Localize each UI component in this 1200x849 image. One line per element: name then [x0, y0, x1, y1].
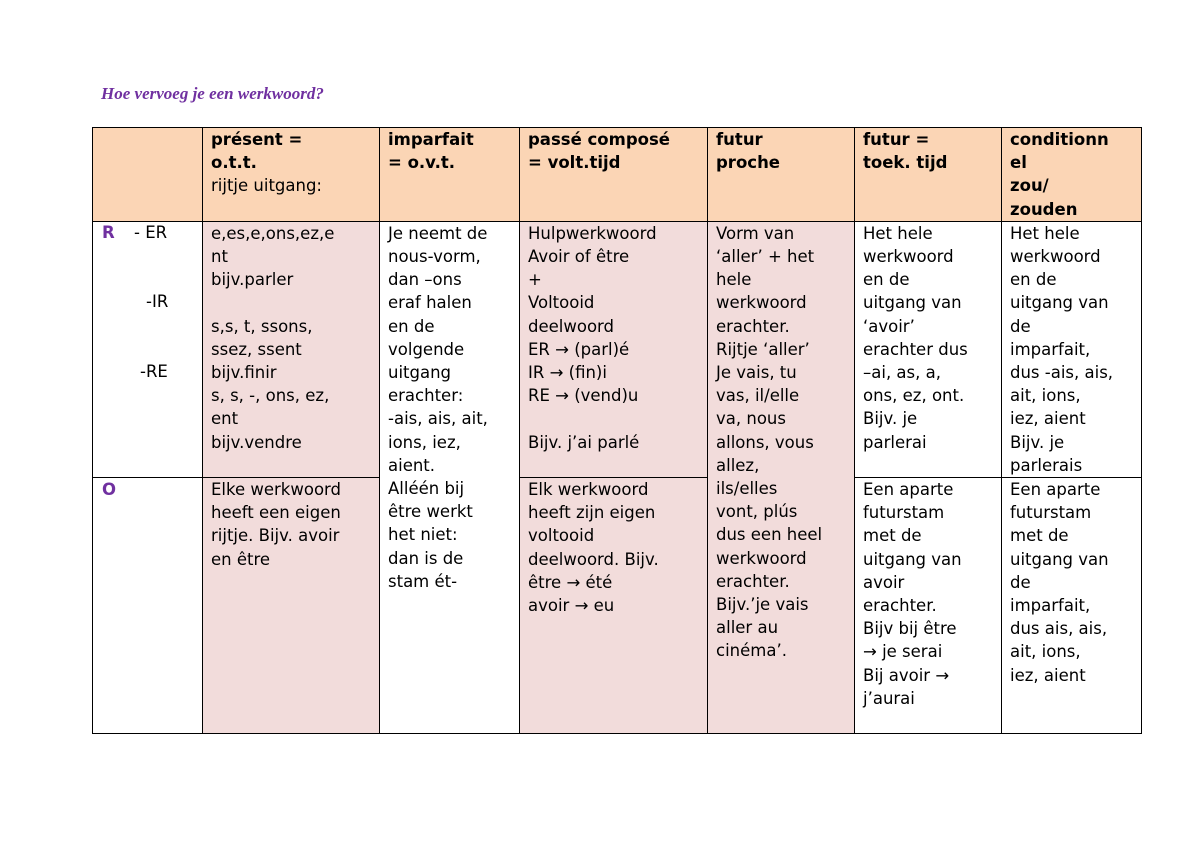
futur-irregular-text: Een aparte futurstam met de uitgang van avoir erachter. Bijv bij être → je serai Bij avoir → j’aurai [863, 480, 962, 708]
cell-futur-proche [708, 221, 855, 733]
row-letter-o: O [102, 480, 117, 500]
present-endings-text: e,es,e,ons,ez,e nt bijv.parler s,s, t, ssons, ssez, ssent bijv.finir s, s, -, ons, ez, ent bijv.vendre [211, 223, 335, 452]
header-present-sub: rijtje uitgang: [211, 176, 322, 196]
futur-proche-text: Vorm van ‘aller’ + het hele werkwoord erachter. Rijtje ‘aller’ Je vais, tu vas, il/elle va, nous allons, vous allez, ils/elles vont, plús dus een heel werkwoord erachter. Bijv.’je vais aller au cinéma’. [716, 223, 823, 661]
cell-futur-o [855, 478, 1002, 734]
cell-present-o [203, 478, 380, 734]
table-row-o [93, 478, 1142, 734]
cell-conditionnel-r [1002, 221, 1142, 477]
cell-conditionnel-o [1002, 478, 1142, 734]
present-irregular-text: Elke werkwoord heeft een eigen rijtje. Bijv. avoir en être [211, 480, 342, 569]
cell-imparfait [380, 221, 520, 733]
header-empty-cell [93, 128, 203, 222]
header-futur-proche-label: futur proche [716, 130, 781, 173]
header-imparfait [380, 128, 520, 222]
header-conditionnel [1002, 128, 1142, 222]
conditionnel-text: Het hele werkwoord en de uitgang van de imparfait, dus -ais, ais, ait, ions, iez, aient Bijv. je parlerais [1010, 223, 1114, 475]
conjugation-table [92, 127, 1142, 734]
header-futur-label: futur = toek. tijd [863, 130, 948, 173]
header-futur-proche [708, 128, 855, 222]
document-title: Hoe vervoeg je een werkwoord? [101, 84, 324, 103]
table-row-r [93, 221, 1142, 477]
ending-ir-label: -IR [146, 291, 169, 311]
header-present [203, 128, 380, 222]
cell-futur-r [855, 221, 1002, 477]
cell-passe-compose-r [520, 221, 708, 477]
table-header-row [93, 128, 1142, 222]
row-letter-r: R [102, 222, 115, 242]
row-label-o [93, 478, 203, 734]
header-passe-compose [520, 128, 708, 222]
header-conditionnel-label: conditionn el zou/ zouden [1010, 130, 1109, 219]
conditionnel-irregular-text: Een aparte futurstam met de uitgang van de imparfait, dus ais, ais, ait, ions, iez, aient [1010, 480, 1109, 685]
ending-re-label: -RE [140, 361, 168, 381]
header-passe-compose-label: passé composé = volt.tijd [528, 130, 670, 173]
header-present-label: présent = o.t.t. [211, 130, 303, 173]
header-futur [855, 128, 1002, 222]
passe-compose-irregular-text: Elk werkwoord heeft zijn eigen voltooid deelwoord. Bijv. être → été avoir → eu [528, 480, 659, 616]
header-imparfait-label: imparfait = o.v.t. [388, 130, 474, 173]
ending-er-label: - ER [134, 222, 168, 242]
row-label-r [93, 221, 203, 477]
cell-passe-compose-o [520, 478, 708, 734]
futur-text: Het hele werkwoord en de uitgang van ‘avoir’ erachter dus –ai, as, a, ons, ez, ont. Bijv. je parlerai [863, 223, 968, 452]
passe-compose-text: Hulpwerkwoord Avoir of être + Voltooid deelwoord ER → (parl)é IR → (fin)i RE → (vend)u Bijv. j’ai parlé [528, 223, 657, 452]
imparfait-text: Je neemt de nous-vorm, dan –ons eraf halen en de volgende uitgang erachter: -ais, ais, ait, ions, iez, aient. Alléén bij être werkt het niet: dan is de stam ét- [388, 223, 488, 591]
cell-present-r [203, 221, 380, 477]
